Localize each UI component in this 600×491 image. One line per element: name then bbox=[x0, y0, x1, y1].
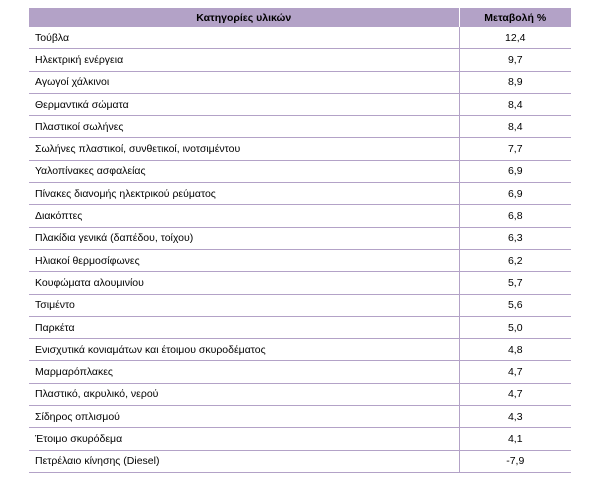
table-row bbox=[29, 272, 571, 294]
row-change: 6,8 bbox=[459, 205, 571, 227]
row-category: Πίνακες διανομής ηλεκτρικού ρεύματος bbox=[29, 183, 459, 205]
row-category: Ηλιακοί θερμοσίφωνες bbox=[29, 249, 459, 271]
row-category: Σωλήνες πλαστικοί, συνθετικοί, ινοτσιμέντου bbox=[29, 138, 459, 160]
row-change: 8,9 bbox=[459, 71, 571, 93]
table-row bbox=[29, 249, 571, 271]
row-category: Πλαστικό, ακρυλικό, νερού bbox=[29, 383, 459, 405]
row-change: 4,8 bbox=[459, 339, 571, 361]
row-category: Πετρέλαιο κίνησης (Diesel) bbox=[29, 450, 459, 472]
row-change: 9,7 bbox=[459, 49, 571, 71]
table-row bbox=[29, 71, 571, 93]
table-row bbox=[29, 93, 571, 115]
materials-price-change-table-container bbox=[29, 8, 571, 473]
row-change: 5,7 bbox=[459, 272, 571, 294]
table-row bbox=[29, 450, 571, 472]
row-category: Υαλοπίνακες ασφαλείας bbox=[29, 160, 459, 182]
table-row bbox=[29, 205, 571, 227]
table-row bbox=[29, 406, 571, 428]
table-row bbox=[29, 361, 571, 383]
row-change: 12,4 bbox=[459, 27, 571, 49]
table-row bbox=[29, 138, 571, 160]
row-change: 6,9 bbox=[459, 183, 571, 205]
row-category: Ενισχυτικά κονιαμάτων και έτοιμου σκυροδέματος bbox=[29, 339, 459, 361]
row-category: Έτοιμο σκυρόδεμα bbox=[29, 428, 459, 450]
row-category: Θερμαντικά σώματα bbox=[29, 93, 459, 115]
row-change: 4,1 bbox=[459, 428, 571, 450]
row-change: 5,6 bbox=[459, 294, 571, 316]
row-change: 6,9 bbox=[459, 160, 571, 182]
table-row bbox=[29, 27, 571, 49]
row-category: Μαρμαρόπλακες bbox=[29, 361, 459, 383]
table-row bbox=[29, 316, 571, 338]
row-category: Πλαστικοί σωλήνες bbox=[29, 116, 459, 138]
row-change: 5,0 bbox=[459, 316, 571, 338]
table-row bbox=[29, 183, 571, 205]
header-row bbox=[29, 8, 571, 27]
row-category: Παρκέτα bbox=[29, 316, 459, 338]
table-header bbox=[29, 8, 571, 27]
table-row bbox=[29, 428, 571, 450]
row-change: 4,7 bbox=[459, 383, 571, 405]
row-category: Τσιμέντο bbox=[29, 294, 459, 316]
table-row bbox=[29, 227, 571, 249]
header-change: Μεταβολή % bbox=[459, 8, 571, 27]
table-row bbox=[29, 383, 571, 405]
row-change: 7,7 bbox=[459, 138, 571, 160]
row-change: 4,7 bbox=[459, 361, 571, 383]
row-category: Ηλεκτρική ενέργεια bbox=[29, 49, 459, 71]
table-row bbox=[29, 294, 571, 316]
table-row bbox=[29, 116, 571, 138]
row-category: Πλακίδια γενικά (δαπέδου, τοίχου) bbox=[29, 227, 459, 249]
row-change: 6,3 bbox=[459, 227, 571, 249]
row-change: -7,9 bbox=[459, 450, 571, 472]
row-category: Τούβλα bbox=[29, 27, 459, 49]
row-category: Διακόπτες bbox=[29, 205, 459, 227]
row-change: 4,3 bbox=[459, 406, 571, 428]
row-category: Κουφώματα αλουμινίου bbox=[29, 272, 459, 294]
table-row bbox=[29, 160, 571, 182]
table-row bbox=[29, 49, 571, 71]
materials-price-change-table bbox=[29, 8, 571, 473]
row-change: 8,4 bbox=[459, 116, 571, 138]
row-category: Αγωγοί χάλκινοι bbox=[29, 71, 459, 93]
row-change: 6,2 bbox=[459, 249, 571, 271]
row-change: 8,4 bbox=[459, 93, 571, 115]
table-body bbox=[29, 27, 571, 472]
row-category: Σίδηρος οπλισμού bbox=[29, 406, 459, 428]
header-category: Κατηγορίες υλικών bbox=[29, 8, 459, 27]
table-row bbox=[29, 339, 571, 361]
